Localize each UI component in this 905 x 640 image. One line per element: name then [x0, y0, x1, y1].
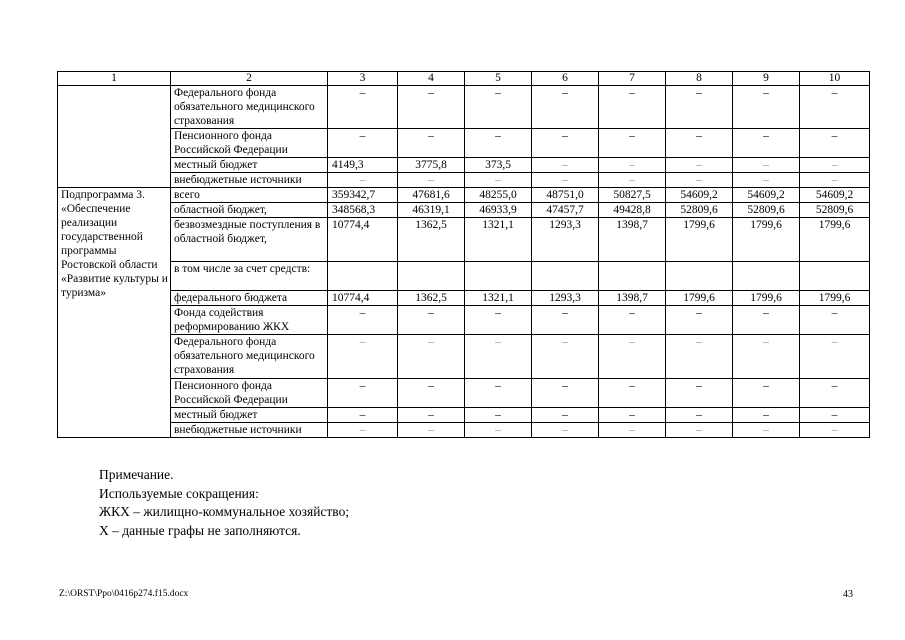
value-cell: –	[328, 335, 398, 379]
value-cell: –	[328, 423, 398, 438]
col-header: 1	[58, 72, 171, 86]
value-cell: 1799,6	[733, 291, 800, 306]
value-cell: –	[532, 86, 599, 129]
value-cell: –	[599, 158, 666, 173]
value-cell: –	[733, 173, 800, 188]
table-row	[58, 335, 870, 379]
source-label: всего	[171, 188, 328, 203]
value-cell: –	[800, 129, 870, 158]
value-cell: 1799,6	[800, 218, 870, 262]
value-cell: –	[733, 158, 800, 173]
value-cell: –	[733, 306, 800, 335]
value-cell: –	[599, 129, 666, 158]
value-cell: –	[532, 379, 599, 408]
value-cell: –	[532, 158, 599, 173]
note-line: Примечание.	[99, 467, 174, 482]
value-cell: 4149,3	[328, 158, 398, 173]
value-cell: –	[733, 423, 800, 438]
value-cell: –	[465, 335, 532, 379]
table-row	[58, 86, 870, 129]
value-cell: 46319,1	[398, 203, 465, 218]
notes-block	[99, 466, 349, 540]
value-cell: –	[733, 129, 800, 158]
value-cell: –	[800, 173, 870, 188]
value-cell: 52809,6	[800, 203, 870, 218]
value-cell	[532, 262, 599, 291]
table-row	[58, 203, 870, 218]
value-cell: –	[328, 86, 398, 129]
value-cell: 54609,2	[800, 188, 870, 203]
value-cell: –	[733, 379, 800, 408]
value-cell: –	[465, 306, 532, 335]
value-cell: –	[532, 129, 599, 158]
table-row	[58, 379, 870, 408]
value-cell: –	[532, 306, 599, 335]
value-cell: –	[599, 306, 666, 335]
value-cell: 10774,4	[328, 291, 398, 306]
value-cell: 1293,3	[532, 291, 599, 306]
value-cell: –	[532, 423, 599, 438]
value-cell	[398, 262, 465, 291]
value-cell: –	[800, 408, 870, 423]
value-cell: 348568,3	[328, 203, 398, 218]
value-cell: –	[599, 335, 666, 379]
value-cell: –	[800, 335, 870, 379]
value-cell: –	[733, 335, 800, 379]
value-cell: –	[328, 379, 398, 408]
value-cell	[328, 262, 398, 291]
value-cell	[666, 262, 733, 291]
value-cell: –	[532, 335, 599, 379]
value-cell: 1799,6	[666, 291, 733, 306]
source-label: местный бюджет	[171, 158, 328, 173]
col-header: 10	[800, 72, 870, 86]
value-cell: –	[465, 86, 532, 129]
table-row	[58, 306, 870, 335]
value-cell: –	[666, 158, 733, 173]
table-row	[58, 129, 870, 158]
col-header: 2	[171, 72, 328, 86]
table-row	[58, 218, 870, 262]
value-cell: –	[465, 408, 532, 423]
value-cell: 1293,3	[532, 218, 599, 262]
budget-table	[57, 71, 870, 438]
footer-file-path: Z:\ORST\Ppo\0416p274.f15.docx	[59, 589, 189, 599]
source-label: внебюджетные источники	[171, 173, 328, 188]
program-label: Подпрограмма 3. «Обеспечение реализации государственной программы Ростовской области «Развитие культуры и туризма»	[58, 188, 171, 438]
value-cell: –	[465, 173, 532, 188]
value-cell: –	[666, 86, 733, 129]
value-cell: –	[398, 173, 465, 188]
value-cell: 54609,2	[666, 188, 733, 203]
value-cell: –	[800, 379, 870, 408]
value-cell: 10774,4	[328, 218, 398, 262]
value-cell: –	[800, 86, 870, 129]
value-cell: –	[398, 379, 465, 408]
value-cell: –	[733, 408, 800, 423]
value-cell: –	[800, 423, 870, 438]
value-cell: –	[666, 306, 733, 335]
value-cell: –	[666, 335, 733, 379]
value-cell: –	[398, 86, 465, 129]
value-cell: –	[532, 173, 599, 188]
value-cell: –	[328, 173, 398, 188]
value-cell: 1799,6	[733, 218, 800, 262]
value-cell	[465, 262, 532, 291]
value-cell: 52809,6	[733, 203, 800, 218]
value-cell: 1799,6	[800, 291, 870, 306]
table-row	[58, 158, 870, 173]
value-cell: 1398,7	[599, 218, 666, 262]
table-row	[58, 408, 870, 423]
value-cell: –	[398, 335, 465, 379]
value-cell	[733, 262, 800, 291]
value-cell: –	[800, 158, 870, 173]
source-label: внебюджетные источники	[171, 423, 328, 438]
value-cell: 1362,5	[398, 218, 465, 262]
value-cell: –	[532, 408, 599, 423]
value-cell: –	[465, 379, 532, 408]
value-cell: 54609,2	[733, 188, 800, 203]
col-header: 8	[666, 72, 733, 86]
value-cell: 47681,6	[398, 188, 465, 203]
value-cell: –	[398, 423, 465, 438]
source-label: Фонда содействия реформированию ЖКХ	[171, 306, 328, 335]
value-cell: –	[666, 423, 733, 438]
table-body	[58, 72, 870, 438]
table-row	[58, 423, 870, 438]
value-cell: –	[328, 129, 398, 158]
source-label: безвозмездные поступления в областной бюджет,	[171, 218, 328, 262]
value-cell: –	[666, 173, 733, 188]
value-cell: –	[733, 86, 800, 129]
value-cell: 1321,1	[465, 291, 532, 306]
value-cell: 52809,6	[666, 203, 733, 218]
note-line: ЖКХ – жилищно-коммунальное хозяйство;	[99, 504, 350, 519]
value-cell: 1362,5	[398, 291, 465, 306]
value-cell: –	[599, 379, 666, 408]
col-header: 6	[532, 72, 599, 86]
value-cell: 48255,0	[465, 188, 532, 203]
col-header: 7	[599, 72, 666, 86]
source-label: Федерального фонда обязательного медицинского страхования	[171, 86, 328, 129]
value-cell: –	[599, 408, 666, 423]
col-header: 9	[733, 72, 800, 86]
source-label: Пенсионного фонда Российской Федерации	[171, 379, 328, 408]
value-cell: 1398,7	[599, 291, 666, 306]
header-row	[58, 72, 870, 86]
value-cell: –	[599, 173, 666, 188]
value-cell: 48751,0	[532, 188, 599, 203]
value-cell: 1799,6	[666, 218, 733, 262]
value-cell: –	[398, 129, 465, 158]
value-cell: –	[599, 423, 666, 438]
value-cell: –	[800, 306, 870, 335]
table-row	[58, 173, 870, 188]
source-label: Пенсионного фонда Российской Федерации	[171, 129, 328, 158]
value-cell: –	[666, 379, 733, 408]
value-cell	[599, 262, 666, 291]
table-row	[58, 188, 870, 203]
source-label: местный бюджет	[171, 408, 328, 423]
source-label: федерального бюджета	[171, 291, 328, 306]
value-cell: –	[328, 306, 398, 335]
value-cell: 1321,1	[465, 218, 532, 262]
page-number: 43	[843, 589, 853, 600]
table-row	[58, 291, 870, 306]
col-header: 5	[465, 72, 532, 86]
value-cell: 46933,9	[465, 203, 532, 218]
col-header: 3	[328, 72, 398, 86]
value-cell: 359342,7	[328, 188, 398, 203]
value-cell: 49428,8	[599, 203, 666, 218]
value-cell	[800, 262, 870, 291]
value-cell: –	[398, 306, 465, 335]
col-header: 4	[398, 72, 465, 86]
source-label: в том числе за счет средств:	[171, 262, 328, 291]
table-row	[58, 262, 870, 291]
source-label: Федерального фонда обязательного медицинского страхования	[171, 335, 328, 379]
value-cell: 50827,5	[599, 188, 666, 203]
value-cell: –	[599, 86, 666, 129]
source-label: областной бюджет,	[171, 203, 328, 218]
value-cell: –	[465, 129, 532, 158]
note-line: Х – данные графы не заполняются.	[99, 522, 301, 538]
value-cell: –	[465, 423, 532, 438]
blank-program-cell	[58, 86, 171, 188]
value-cell: 373,5	[465, 158, 532, 173]
value-cell: –	[328, 408, 398, 423]
note-line: Используемые сокращения:	[99, 485, 259, 501]
value-cell: 3775,8	[398, 158, 465, 173]
value-cell: –	[398, 408, 465, 423]
value-cell: –	[666, 129, 733, 158]
value-cell: –	[666, 408, 733, 423]
value-cell: 47457,7	[532, 203, 599, 218]
